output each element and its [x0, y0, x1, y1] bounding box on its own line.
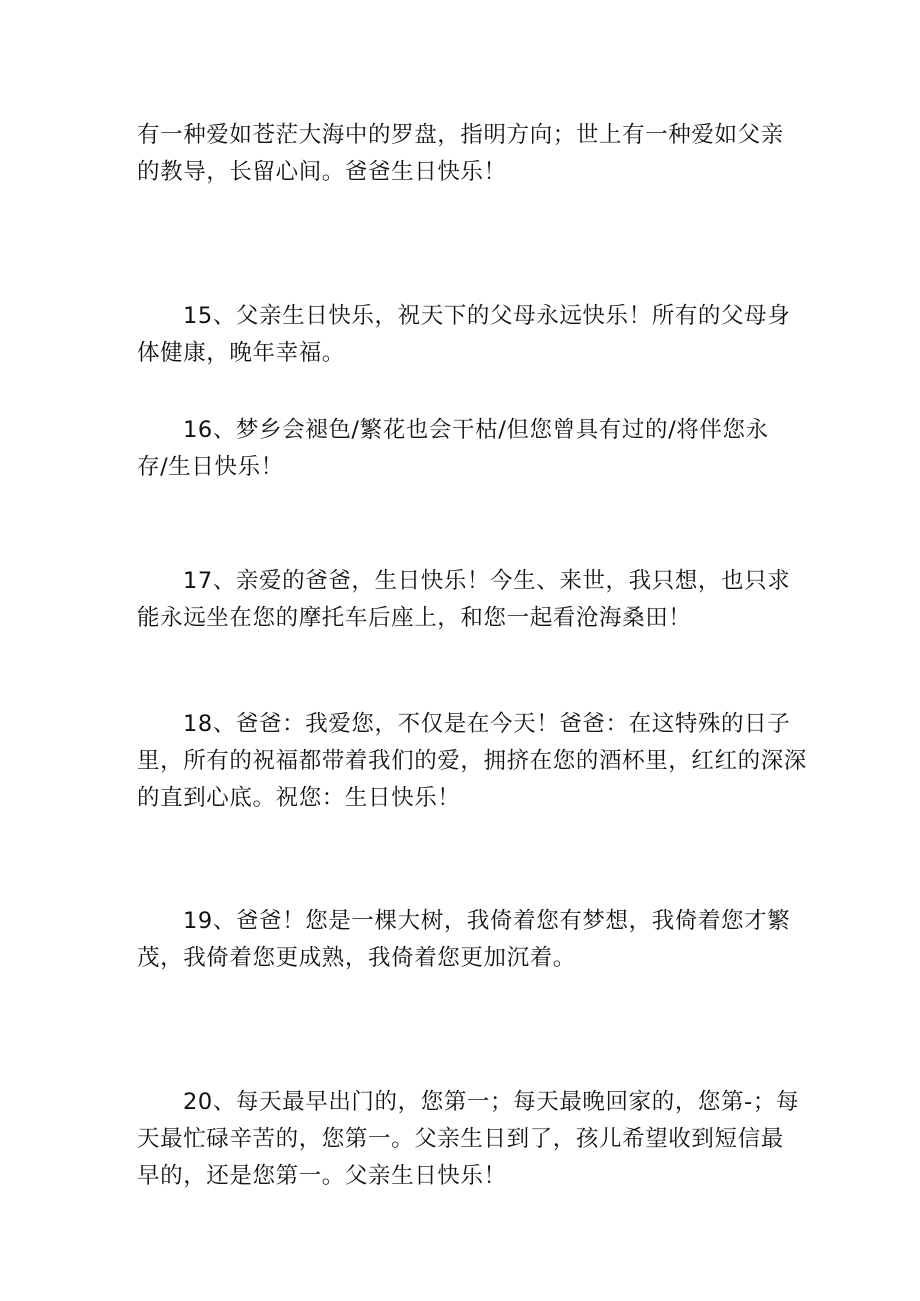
- paragraph-16: [137, 412, 787, 486]
- paragraph-19: [137, 903, 791, 977]
- text-line: 天最忙碌辛苦的，您第一。父亲生日到了，孩儿希望收到短信最: [137, 1126, 784, 1152]
- text-line: 有一种爱如苍茫大海中的罗盘，指明方向；世上有一种爱如父亲: [137, 122, 784, 148]
- text-line: 17、亲爱的爸爸，生日快乐！今生、来世，我只想，也只求: [183, 568, 791, 594]
- paragraph-17: [137, 563, 791, 637]
- paragraph-18: [137, 706, 807, 817]
- text-line: 18、爸爸：我爱您，不仅是在今天！爸爸：在这特殊的日子: [183, 711, 791, 737]
- text-line: 16、梦乡会褪色/繁花也会干枯/但您曾具有过的/将伴您永: [183, 417, 769, 443]
- text-line: 存/生日快乐！: [137, 454, 284, 480]
- text-line: 体健康，晚年幸福。: [137, 340, 345, 366]
- text-line: 19、爸爸！您是一棵大树，我倚着您有梦想，我倚着您才繁: [183, 908, 791, 934]
- paragraph-14-continuation: [137, 117, 787, 191]
- paragraph-15: [137, 298, 791, 372]
- text-line: 茂，我倚着您更成熟，我倚着您更加沉着。: [137, 945, 576, 971]
- text-line: 20、每天最早出门的，您第一；每天最晚回家的，您第-；每: [183, 1089, 800, 1115]
- text-line: 早的，还是您第一。父亲生日快乐！: [137, 1163, 507, 1189]
- text-line: 里，所有的祝福都带着我们的爱，拥挤在您的酒杯里，红红的深深: [137, 748, 807, 774]
- text-line: 15、父亲生日快乐，祝天下的父母永远快乐！所有的父母身: [183, 303, 791, 329]
- paragraph-20: [137, 1084, 800, 1195]
- text-line: 能永远坐在您的摩托车后座上，和您一起看沧海桑田！: [137, 605, 692, 631]
- text-line: 的教导，长留心间。爸爸生日快乐！: [137, 159, 507, 185]
- text-line: 的直到心底。祝您：生日快乐！: [137, 785, 461, 811]
